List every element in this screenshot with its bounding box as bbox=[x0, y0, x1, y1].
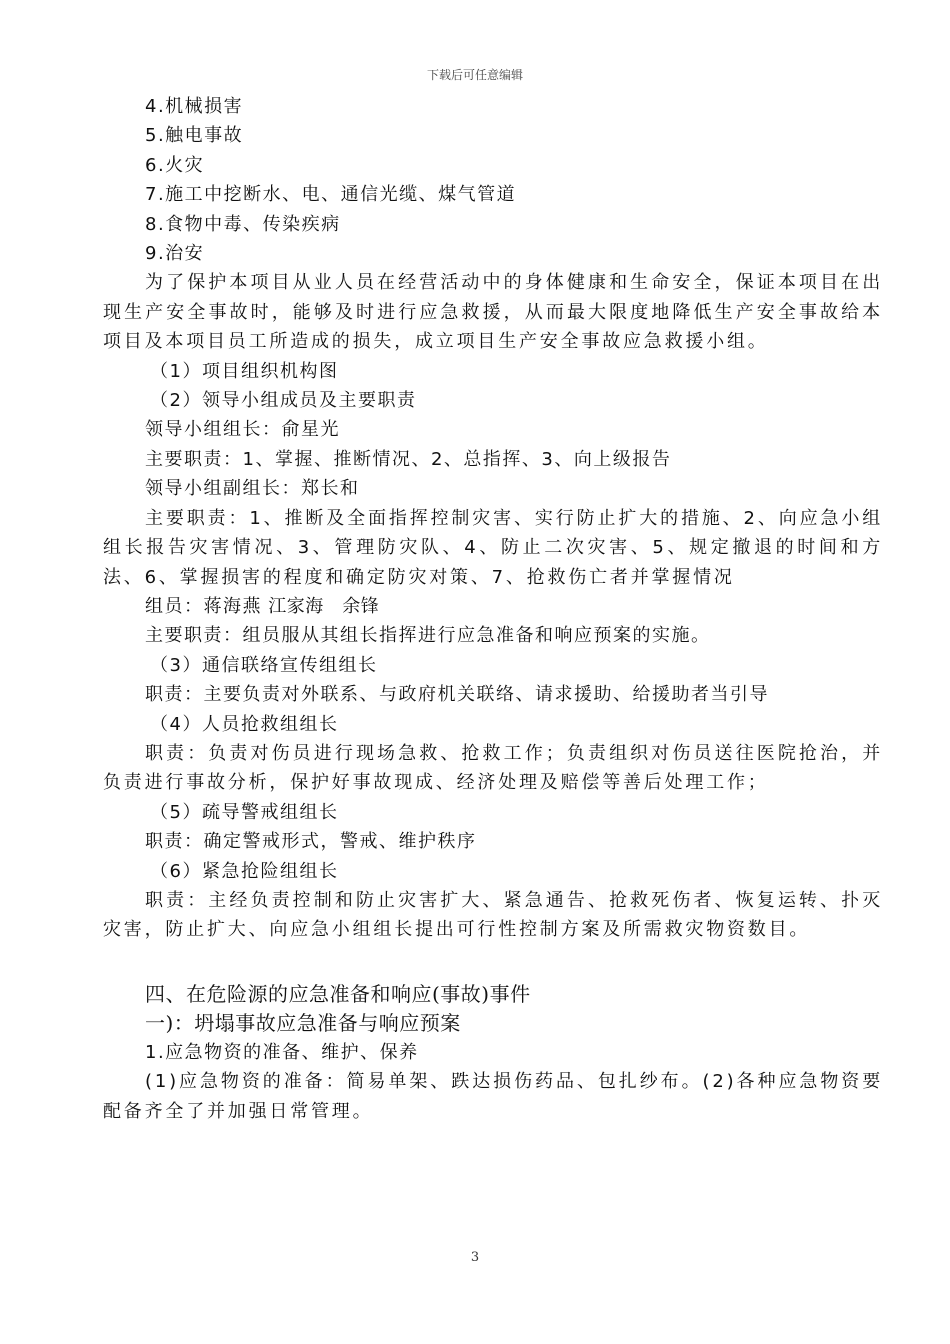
members-names: 江家海 余锋 bbox=[262, 595, 380, 617]
list-item: 6.火灾 bbox=[145, 154, 205, 176]
part-title: 四、在危险源的应急准备和响应(事故)事件 bbox=[145, 981, 531, 1006]
spacer bbox=[103, 945, 883, 980]
section-heading: （2）领导小组成员及主要职责 bbox=[150, 390, 417, 412]
intro-paragraph: 为了保护本项目从业人员在经营活动中的身体健康和生命安全，保证本项目在出现生产安全事故时，能够及时进行应急救援，从而最大限度地降低生产安全事故给本项目及本项目员工所造成的损失，成立项目生产安全事故应急救援小组。 bbox=[103, 272, 883, 353]
section-heading: （1）项目组织机构图 bbox=[150, 360, 339, 382]
item-heading: 1.应急物资的准备、维护、保养 bbox=[145, 1041, 419, 1063]
duty-line: 职责：确定警戒形式，警戒、维护秩序 bbox=[145, 831, 477, 853]
page-header: 下载后可任意编辑 bbox=[426, 68, 523, 82]
list-item: 4.机械损害 bbox=[145, 96, 244, 117]
duty-paragraph: 主要职责：1、推断及全面指挥控制灾害、实行防止扩大的措施、2、向应急小组组长报告灾害情况、3、管理防灾队、4、防止二次灾害、5、规定撤退的时间和方法、6、掌握损害的程度和确定防灾对策、7、抢救伤亡者并掌握情况 bbox=[103, 507, 883, 588]
list-item: 9.治安 bbox=[145, 243, 205, 265]
page-number: 3 bbox=[470, 1250, 480, 1265]
duty-paragraph: 职责：负责对伤员进行现场急救、抢救工作；负责组织对伤员送往医院抢治，并负责进行事故分析，保护好事故现成、经济处理及赔偿等善后处理工作； bbox=[103, 742, 883, 794]
part-subtitle: 一)：坍塌事故应急准备与响应预案 bbox=[145, 1010, 461, 1035]
list-item: 7.施工中挖断水、电、通信光缆、煤气管道 bbox=[145, 184, 517, 206]
section-heading: （3）通信联络宣传组组长 bbox=[150, 654, 378, 676]
section-heading: （5）疏导警戒组组长 bbox=[150, 801, 339, 823]
members-label: 组员：蒋海燕 bbox=[145, 595, 262, 617]
duty-line: 主要职责：组员服从其组长指挥进行应急准备和响应预案的实施。 bbox=[145, 625, 711, 647]
duty-line: 主要职责：1、掌握、推断情况、2、总指挥、3、向上级报告 bbox=[145, 448, 672, 470]
list-item: 5.触电事故 bbox=[145, 125, 244, 147]
members-line bbox=[103, 592, 883, 621]
deputy-line: 领导小组副组长：郑长和 bbox=[145, 478, 360, 500]
section-heading: （6）紧急抢险组组长 bbox=[150, 860, 339, 882]
item-paragraph: (1)应急物资的准备：简易单架、跌达损伤药品、包扎纱布。(2)各种应急物资要配备齐全了并加强日常管理。 bbox=[103, 1071, 883, 1122]
list-item: 8.食物中毒、传染疾病 bbox=[145, 213, 341, 235]
duty-paragraph: 职责：主经负责控制和防止灾害扩大、紧急通告、抢救死伤者、恢复运转、扑灭灾害，防止扩大、向应急小组组长提出可行性控制方案及所需救灾物资数目。 bbox=[103, 889, 883, 941]
section-heading: （4）人员抢救组组长 bbox=[150, 713, 339, 735]
duty-line: 职责：主要负责对外联系、与政府机关联络、请求援助、给援助者当引导 bbox=[145, 684, 769, 706]
leader-line: 领导小组组长：俞星光 bbox=[145, 419, 340, 441]
document-body bbox=[103, 92, 883, 1126]
